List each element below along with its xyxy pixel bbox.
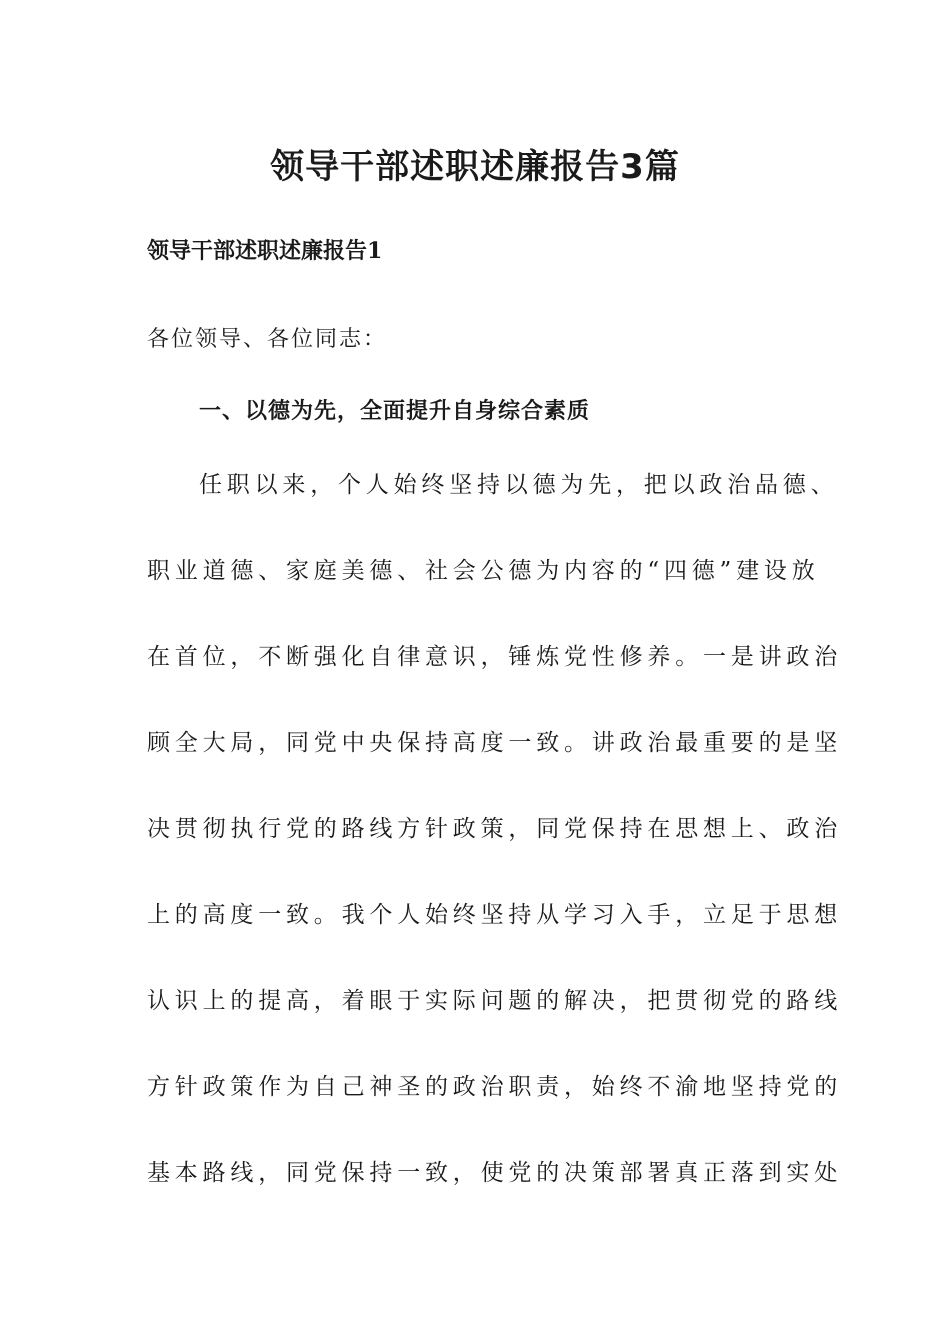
- report-subtitle: 领导干部述职述廉报告1: [147, 238, 383, 264]
- document-title: 领导干部述职述廉报告3篇: [270, 147, 680, 187]
- body-line: 顾全大局，同党中央保持高度一致。讲政治最重要的是坚: [147, 730, 842, 756]
- body-line: 决贯彻执行党的路线方针政策，同党保持在思想上、政治: [147, 816, 842, 842]
- body-line: 任职以来，个人始终坚持以德为先，把以政治品德、: [199, 472, 839, 498]
- body-paragraph: [147, 462, 842, 1236]
- section-heading: 一、以德为先，全面提升自身综合素质: [199, 398, 591, 424]
- body-line: 方针政策作为自己神圣的政治职责，始终不渝地坚持党的: [147, 1074, 842, 1100]
- body-line: 认识上的提高，着眼于实际问题的解决，把贯彻党的路线: [147, 988, 842, 1014]
- body-line: 上的高度一致。我个人始终坚持从学习入手，立足于思想: [147, 902, 842, 928]
- salutation: 各位领导、各位同志：: [147, 327, 388, 352]
- body-line: 职业道德、家庭美德、社会公德为内容的“四德”建设放: [147, 558, 820, 584]
- body-line: 在首位，不断强化自律意识，锤炼党性修养。一是讲政治: [147, 644, 842, 670]
- body-line: 基本路线，同党保持一致，使党的决策部署真正落到实处: [147, 1160, 842, 1186]
